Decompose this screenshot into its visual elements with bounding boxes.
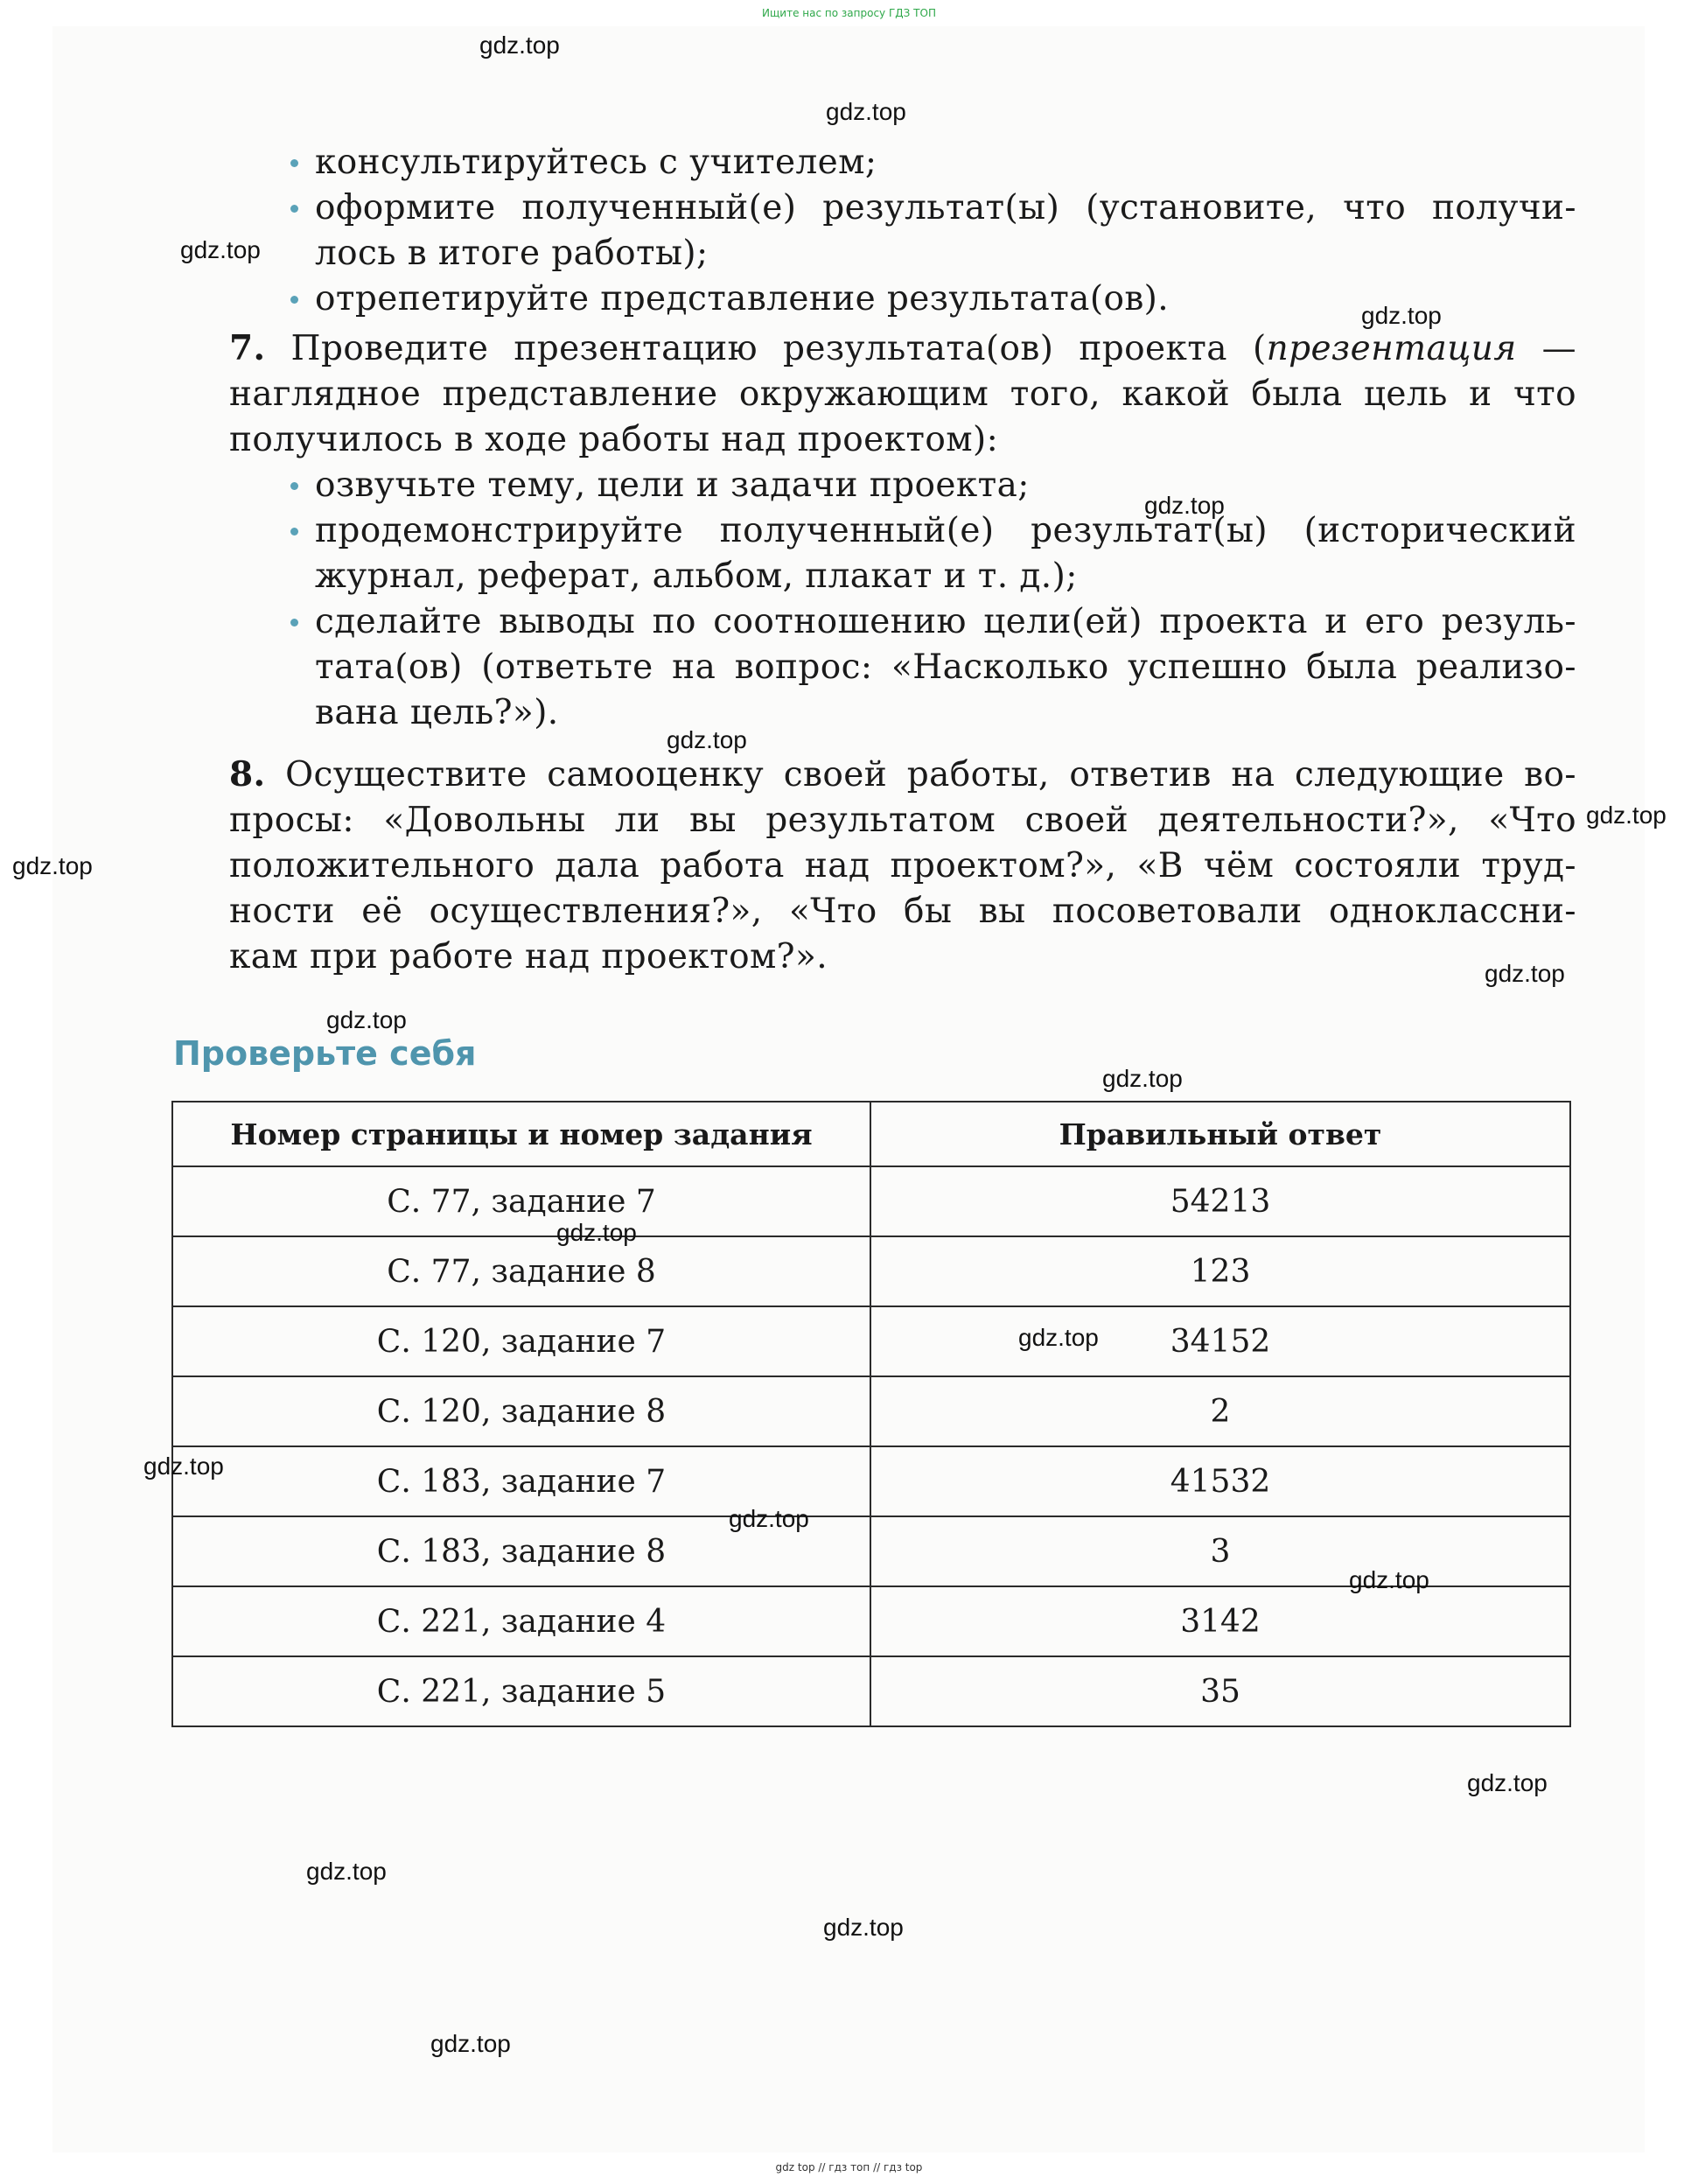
table-row <box>172 1656 1570 1726</box>
watermark: gdz.top <box>729 1505 809 1532</box>
watermark: gdz.top <box>667 726 747 753</box>
task-cell: С. 77, задание 8 <box>172 1236 870 1306</box>
step-7-line: 7. Проведите презентацию результата(ов) проекта (презентация — <box>229 328 1576 368</box>
step-8-line: кам при работе над проектом?». <box>229 937 828 976</box>
section-heading: Проверьте себя <box>173 1034 477 1073</box>
bullet-continuation: вана цель?»). <box>315 693 559 732</box>
answer-cell: 3142 <box>870 1586 1570 1656</box>
bullet-dot-icon <box>290 159 298 167</box>
answer-cell: 34152 <box>870 1306 1570 1376</box>
answer-cell: 35 <box>870 1656 1570 1726</box>
bullet-dot-icon <box>290 296 298 304</box>
bullet-item: сделайте выводы по соотношению цели(ей) проекта и его резуль- <box>290 599 1576 645</box>
watermark: gdz.top <box>1349 1566 1429 1593</box>
step-8-line: ности её осуществления?», «Что бы вы посоветовали одноклассни- <box>229 892 1576 931</box>
bullet-continuation: журнал, реферат, альбом, плакат и т. д.); <box>315 556 1078 596</box>
answer-cell: 123 <box>870 1236 1570 1306</box>
task-cell: С. 221, задание 5 <box>172 1656 870 1726</box>
watermark: gdz.top <box>1144 492 1225 519</box>
table-row <box>172 1306 1570 1376</box>
watermark: gdz.top <box>556 1219 637 1246</box>
table-row <box>172 1236 1570 1306</box>
answer-cell: 3 <box>870 1516 1570 1586</box>
watermark: gdz.top <box>1018 1324 1099 1351</box>
watermark: gdz.top <box>180 236 261 263</box>
step-number: 8. <box>229 754 266 794</box>
watermark: gdz.top <box>1361 302 1442 329</box>
task-cell: С. 77, задание 7 <box>172 1166 870 1236</box>
step-7-line: наглядное представление окружающим того, какой была цель и что <box>229 374 1576 414</box>
watermark: gdz.top <box>479 32 560 59</box>
page-content <box>229 140 1576 980</box>
task-cell: С. 183, задание 7 <box>172 1446 870 1516</box>
step-7-line: получилось в ходе работы над проектом): <box>229 420 999 459</box>
watermark: gdz.top <box>143 1452 224 1480</box>
bullet-dot-icon <box>290 619 298 626</box>
task-cell: С. 120, задание 8 <box>172 1376 870 1446</box>
answer-cell: 2 <box>870 1376 1570 1446</box>
watermark: gdz.top <box>306 1858 387 1885</box>
table-row <box>172 1166 1570 1236</box>
bullet-item: отрепетируйте представление результата(ов). <box>290 276 1576 322</box>
step-number: 7. <box>229 328 266 368</box>
bullet-dot-icon <box>290 205 298 213</box>
task-cell: С. 221, задание 4 <box>172 1586 870 1656</box>
bullet-continuation: тата(ов) (ответьте на вопрос: «Насколько успешно была реализо- <box>315 648 1576 687</box>
watermark: gdz.top <box>1467 1769 1548 1796</box>
watermark: gdz.top <box>826 98 906 125</box>
bullet-dot-icon <box>290 528 298 536</box>
watermark: gdz.top <box>12 852 93 879</box>
bullet-dot-icon <box>290 482 298 490</box>
answers-table <box>171 1101 1571 1727</box>
bullet-item: оформите полученный(е) результат(ы) (установите, что получи- <box>290 186 1576 231</box>
bullet-item: продемонстрируйте полученный(е) результат(ы) (исторический <box>290 508 1576 554</box>
table-row <box>172 1446 1570 1516</box>
column-header-task: Номер страницы и номер задания <box>172 1102 870 1166</box>
watermark: gdz.top <box>1102 1065 1183 1092</box>
step-8-line: просы: «Довольны ли вы результатом своей деятельности?», «Что <box>229 801 1576 840</box>
top-banner: Ищите нас по запросу ГДЗ ТОП <box>762 7 936 19</box>
watermark: gdz.top <box>430 2030 511 2057</box>
task-cell: С. 120, задание 7 <box>172 1306 870 1376</box>
step-8-line: 8. Осуществите самооценку своей работы, ответив на следующие во- <box>229 754 1576 794</box>
answer-cell: 41532 <box>870 1446 1570 1516</box>
bullet-item: консультируйтесь с учителем; <box>290 140 1576 186</box>
watermark: gdz.top <box>1586 802 1667 829</box>
bullet-continuation: лось в итоге работы); <box>315 234 709 273</box>
bottom-banner: gdz top // гдз топ // гдз top <box>775 2161 923 2174</box>
watermark: gdz.top <box>823 1914 904 1941</box>
watermark: gdz.top <box>1485 960 1565 987</box>
step-8-line: положительного дала работа над проектом?», «В чём состояли труд- <box>229 846 1576 886</box>
column-header-answer: Правильный ответ <box>870 1102 1570 1166</box>
table-header-row <box>172 1102 1570 1166</box>
bullet-item: озвучьте тему, цели и задачи проекта; <box>290 463 1576 508</box>
watermark: gdz.top <box>326 1006 407 1033</box>
table-row <box>172 1376 1570 1446</box>
table-row <box>172 1586 1570 1656</box>
answer-cell: 54213 <box>870 1166 1570 1236</box>
task-cell: С. 183, задание 8 <box>172 1516 870 1586</box>
